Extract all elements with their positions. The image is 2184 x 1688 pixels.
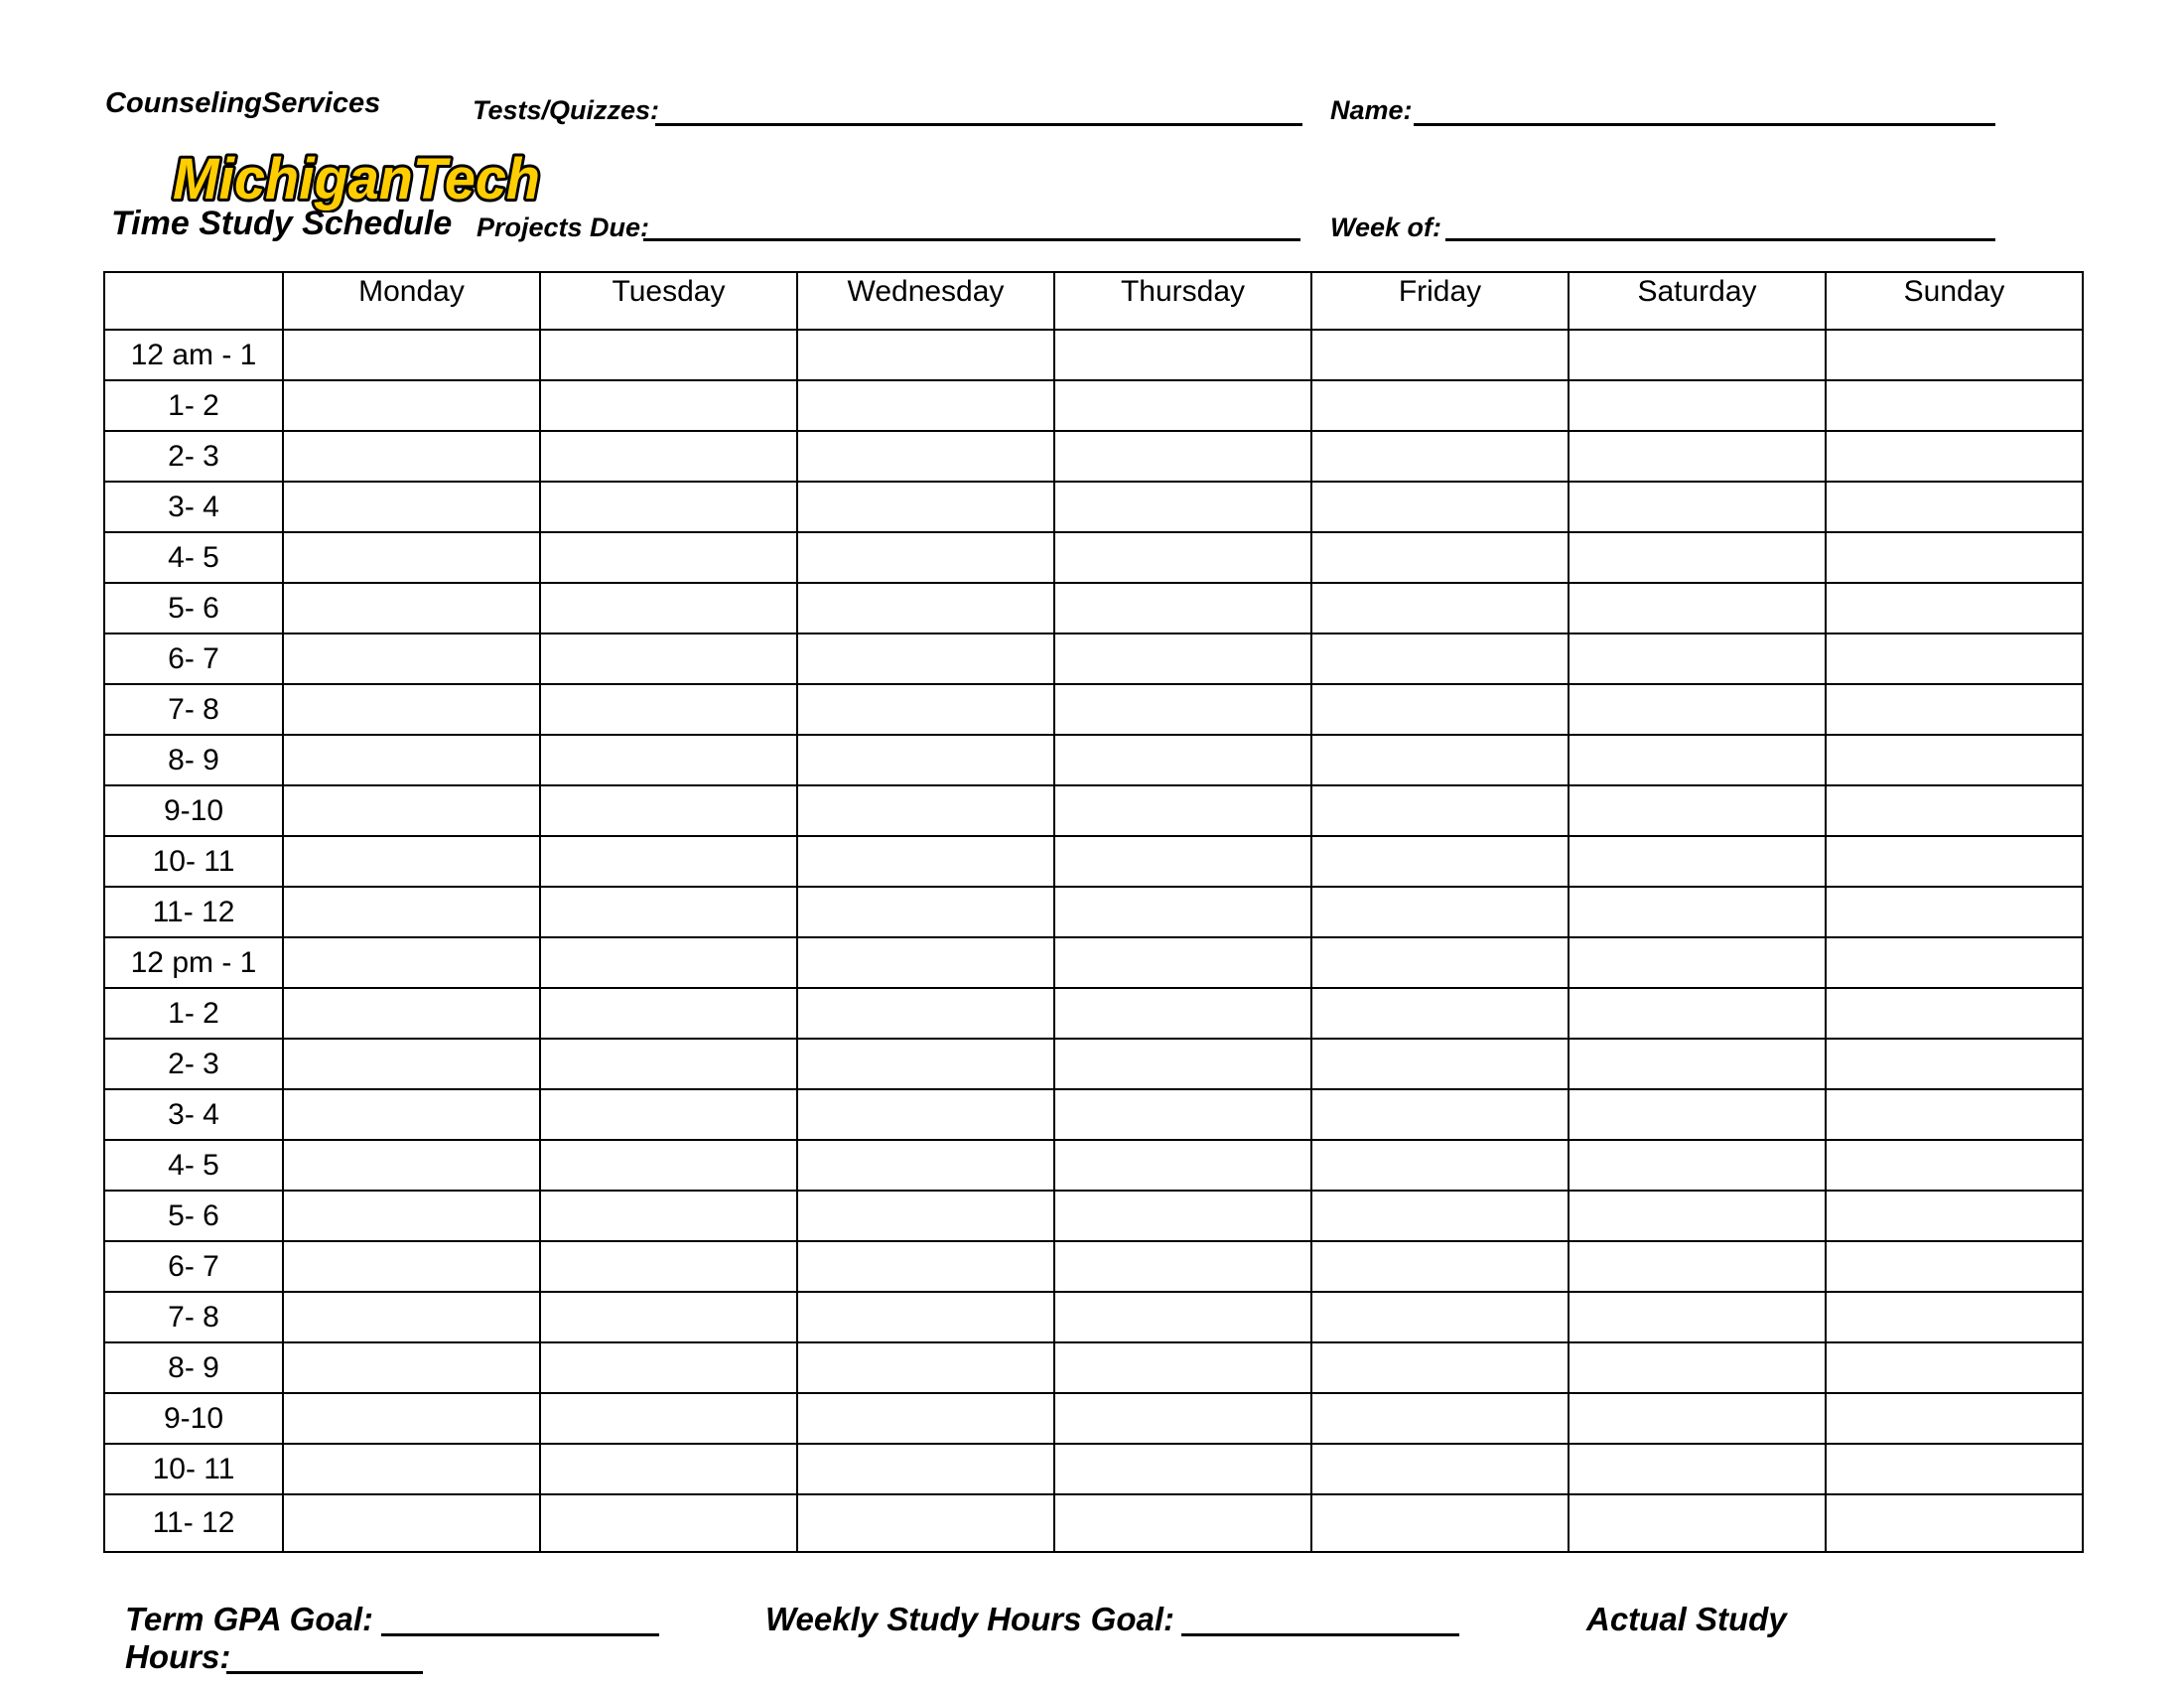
michigan-tech-logo [169,147,546,212]
schedule-cell[interactable] [540,1342,797,1393]
corner-cell [104,272,283,330]
schedule-cell[interactable] [540,1241,797,1292]
schedule-cell[interactable] [1054,1393,1311,1444]
table-row [104,785,2083,836]
schedule-cell[interactable] [1569,380,1826,431]
schedule-cell[interactable] [283,1191,540,1241]
day-header-saturday: Saturday [1569,272,1826,330]
table-row [104,1140,2083,1191]
schedule-cell[interactable] [540,684,797,735]
schedule-cell[interactable] [1311,1039,1569,1089]
schedule-cell[interactable] [540,836,797,887]
table-row [104,431,2083,482]
schedule-cell[interactable] [1826,532,2083,583]
schedule-cell[interactable] [1054,1191,1311,1241]
table-row [104,684,2083,735]
schedule-cell[interactable] [540,735,797,785]
schedule-cell[interactable] [1826,1191,2083,1241]
time-slot-label: 3- 4 [104,482,283,532]
schedule-cell[interactable] [1569,482,1826,532]
schedule-cell[interactable] [1569,1191,1826,1241]
schedule-cell[interactable] [1569,633,1826,684]
schedule-cell[interactable] [1569,1444,1826,1494]
schedule-cell[interactable] [283,1140,540,1191]
day-header-sunday: Sunday [1826,272,2083,330]
schedule-cell[interactable] [540,380,797,431]
time-slot-label: 11- 12 [104,1494,283,1552]
schedule-cell[interactable] [1311,532,1569,583]
time-slot-label: 1- 2 [104,988,283,1039]
schedule-cell[interactable] [1826,1342,2083,1393]
day-header-tuesday: Tuesday [540,272,797,330]
time-slot-label: 7- 8 [104,684,283,735]
schedule-cell[interactable] [540,988,797,1039]
schedule-cell[interactable] [1311,1342,1569,1393]
schedule-cell[interactable] [1569,1494,1826,1552]
schedule-cell[interactable] [1054,532,1311,583]
schedule-cell[interactable] [1826,735,2083,785]
schedule-cell[interactable] [797,482,1054,532]
schedule-cell[interactable] [1311,836,1569,887]
time-slot-label: 2- 3 [104,1039,283,1089]
schedule-cell[interactable] [1569,1241,1826,1292]
schedule-cell[interactable] [1569,887,1826,937]
table-row [104,836,2083,887]
table-row [104,1342,2083,1393]
time-slot-label: 10- 11 [104,1444,283,1494]
schedule-cell[interactable] [283,583,540,633]
schedule-cell[interactable] [1054,1444,1311,1494]
schedule-cell[interactable] [1826,1393,2083,1444]
schedule-cell[interactable] [797,532,1054,583]
time-slot-label: 8- 9 [104,1342,283,1393]
schedule-cell[interactable] [1569,583,1826,633]
time-slot-label: 8- 9 [104,735,283,785]
schedule-cell[interactable] [1826,1444,2083,1494]
time-slot-label: 1- 2 [104,380,283,431]
table-row [104,633,2083,684]
schedule-cell[interactable] [1826,1241,2083,1292]
schedule-cell[interactable] [283,482,540,532]
schedule-cell[interactable] [540,482,797,532]
schedule-cell[interactable] [797,1494,1054,1552]
schedule-cell[interactable] [797,937,1054,988]
schedule-cell[interactable] [283,785,540,836]
week-of-field[interactable] [1445,238,1995,241]
schedule-cell[interactable] [283,937,540,988]
schedule-cell[interactable] [283,380,540,431]
time-slot-label: 3- 4 [104,1089,283,1140]
time-slot-label: 6- 7 [104,1241,283,1292]
schedule-cell[interactable] [1311,1140,1569,1191]
schedule-cell[interactable] [1826,482,2083,532]
schedule-cell[interactable] [1826,1039,2083,1089]
schedule-cell[interactable] [1054,380,1311,431]
schedule-cell[interactable] [540,431,797,482]
schedule-cell[interactable] [1311,633,1569,684]
table-row [104,1444,2083,1494]
schedule-cell[interactable] [1826,836,2083,887]
schedule-cell[interactable] [1569,684,1826,735]
time-slot-label: 9-10 [104,785,283,836]
schedule-cell[interactable] [1311,1191,1569,1241]
schedule-cell[interactable] [797,1039,1054,1089]
schedule-cell[interactable] [1569,1089,1826,1140]
schedule-cell[interactable] [1826,1089,2083,1140]
schedule-cell[interactable] [283,1039,540,1089]
table-row [104,532,2083,583]
schedule-cell[interactable] [1826,1292,2083,1342]
schedule-cell[interactable] [283,1494,540,1552]
schedule-cell[interactable] [1054,482,1311,532]
table-row [104,735,2083,785]
schedule-cell[interactable] [797,380,1054,431]
schedule-cell[interactable] [1569,330,1826,380]
schedule-cell[interactable] [797,583,1054,633]
schedule-cell[interactable] [1826,1140,2083,1191]
schedule-cell[interactable] [1054,735,1311,785]
time-slot-label: 12 pm - 1 [104,937,283,988]
schedule-cell[interactable] [283,431,540,482]
time-slot-label: 12 am - 1 [104,330,283,380]
table-row [104,1039,2083,1089]
table-row [104,988,2083,1039]
logo-wordmark: MichiganTech [173,147,540,211]
schedule-cell[interactable] [1311,1494,1569,1552]
schedule-cell[interactable] [1054,1039,1311,1089]
table-row [104,1292,2083,1342]
schedule-cell[interactable] [1311,380,1569,431]
schedule-cell[interactable] [797,1140,1054,1191]
day-header-wednesday: Wednesday [797,272,1054,330]
schedule-cell[interactable] [540,1494,797,1552]
schedule-cell[interactable] [1826,633,2083,684]
schedule-cell[interactable] [1311,1393,1569,1444]
org-name: CounselingServices [105,87,381,119]
schedule-cell[interactable] [1826,887,2083,937]
schedule-cell[interactable] [1569,532,1826,583]
schedule-cell[interactable] [1569,937,1826,988]
schedule-cell[interactable] [1054,1342,1311,1393]
projects-due-field[interactable] [643,238,1300,241]
schedule-cell[interactable] [1569,988,1826,1039]
day-header-friday: Friday [1311,272,1569,330]
table-row [104,937,2083,988]
projects-due-label: Projects Due: [477,212,650,242]
schedule-cell[interactable] [540,887,797,937]
actual-study-hours-field[interactable] [226,1671,423,1674]
schedule-cell[interactable] [1569,1039,1826,1089]
schedule-cell[interactable] [1826,684,2083,735]
schedule-cell[interactable] [540,1393,797,1444]
schedule-cell[interactable] [540,1089,797,1140]
schedule-cell[interactable] [1054,887,1311,937]
schedule-cell[interactable] [797,633,1054,684]
schedule-cell[interactable] [797,887,1054,937]
schedule-cell[interactable] [797,431,1054,482]
schedule-cell[interactable] [1054,988,1311,1039]
schedule-cell[interactable] [1054,1494,1311,1552]
table-row [104,1241,2083,1292]
schedule-cell[interactable] [1054,1089,1311,1140]
schedule-cell[interactable] [1311,431,1569,482]
schedule-cell[interactable] [1311,583,1569,633]
schedule-cell[interactable] [1826,988,2083,1039]
schedule-cell[interactable] [1826,1494,2083,1552]
schedule-cell[interactable] [797,1444,1054,1494]
tests-quizzes-field[interactable] [655,123,1302,126]
time-slot-label: 6- 7 [104,633,283,684]
table-row [104,1191,2083,1241]
time-slot-label: 4- 5 [104,1140,283,1191]
schedule-cell[interactable] [540,1444,797,1494]
actual-study-label: Actual Study [1586,1601,1787,1637]
schedule-cell[interactable] [1826,785,2083,836]
schedule-cell[interactable] [1054,431,1311,482]
time-slot-label: 4- 5 [104,532,283,583]
table-row [104,1393,2083,1444]
schedule-cell[interactable] [1311,785,1569,836]
schedule-cell[interactable] [283,836,540,887]
schedule-cell[interactable] [283,330,540,380]
schedule-cell[interactable] [1569,1292,1826,1342]
schedule-cell[interactable] [1054,684,1311,735]
time-slot-label: 7- 8 [104,1292,283,1342]
schedule-cell[interactable] [540,1140,797,1191]
tests-quizzes-label: Tests/Quizzes: [473,95,660,125]
time-slot-label: 11- 12 [104,887,283,937]
schedule-cell[interactable] [797,1342,1054,1393]
schedule-cell[interactable] [540,633,797,684]
schedule-cell[interactable] [797,1241,1054,1292]
schedule-cell[interactable] [540,583,797,633]
week-of-label: Week of: [1330,212,1442,242]
table-row [104,330,2083,380]
day-header-monday: Monday [283,272,540,330]
schedule-cell[interactable] [797,684,1054,735]
schedule-cell[interactable] [283,633,540,684]
schedule-cell[interactable] [1311,482,1569,532]
time-slot-label: 5- 6 [104,583,283,633]
schedule-cell[interactable] [1569,431,1826,482]
name-field[interactable] [1414,123,1995,126]
day-header-thursday: Thursday [1054,272,1311,330]
time-slot-label: 9-10 [104,1393,283,1444]
table-row [104,482,2083,532]
name-label: Name: [1330,95,1413,125]
schedule-cell[interactable] [797,1393,1054,1444]
schedule-cell[interactable] [283,1241,540,1292]
table-row [104,887,2083,937]
time-slot-label: 2- 3 [104,431,283,482]
schedule-cell[interactable] [283,1342,540,1393]
schedule-cell[interactable] [283,1089,540,1140]
schedule-cell[interactable] [1311,1444,1569,1494]
schedule-cell[interactable] [1826,583,2083,633]
schedule-cell[interactable] [283,1292,540,1342]
schedule-cell[interactable] [540,532,797,583]
schedule-cell[interactable] [540,1039,797,1089]
schedule-cell[interactable] [540,937,797,988]
schedule-cell[interactable] [540,330,797,380]
weekly-study-hours-goal-label: Weekly Study Hours Goal: [765,1601,1174,1637]
schedule-cell[interactable] [1054,330,1311,380]
schedule-cell[interactable] [797,988,1054,1039]
schedule-cell[interactable] [797,1089,1054,1140]
schedule-cell[interactable] [797,1292,1054,1342]
table-row [104,1494,2083,1552]
schedule-cell[interactable] [1054,633,1311,684]
schedule-cell[interactable] [1311,937,1569,988]
term-gpa-goal-field[interactable] [381,1633,659,1636]
schedule-cell[interactable] [283,988,540,1039]
term-gpa-goal-label: Term GPA Goal: [125,1601,373,1637]
schedule-cell[interactable] [1311,887,1569,937]
schedule-cell[interactable] [1311,735,1569,785]
day-header-row [104,272,2083,330]
schedule-cell[interactable] [283,887,540,937]
schedule-cell[interactable] [797,735,1054,785]
schedule-cell[interactable] [1569,1342,1826,1393]
schedule-cell[interactable] [1054,836,1311,887]
schedule-cell[interactable] [283,735,540,785]
schedule-cell[interactable] [797,1191,1054,1241]
schedule-cell[interactable] [283,1393,540,1444]
schedule-cell[interactable] [797,330,1054,380]
schedule-cell[interactable] [1311,1241,1569,1292]
schedule-cell[interactable] [1569,1140,1826,1191]
schedule-cell[interactable] [1054,583,1311,633]
schedule-cell[interactable] [1311,1089,1569,1140]
schedule-cell[interactable] [283,532,540,583]
schedule-cell[interactable] [1311,1292,1569,1342]
schedule-cell[interactable] [283,1444,540,1494]
schedule-cell[interactable] [1054,1241,1311,1292]
schedule-cell[interactable] [1569,836,1826,887]
schedule-cell[interactable] [797,836,1054,887]
schedule-cell[interactable] [1569,785,1826,836]
schedule-cell[interactable] [1311,988,1569,1039]
schedule-body [104,330,2083,1552]
table-row [104,1089,2083,1140]
schedule-cell[interactable] [540,1292,797,1342]
schedule-cell[interactable] [1826,431,2083,482]
time-slot-label: 10- 11 [104,836,283,887]
schedule-table [103,271,2084,1553]
schedule-cell[interactable] [540,1191,797,1241]
schedule-cell[interactable] [1054,785,1311,836]
table-row [104,380,2083,431]
actual-study-hours-label: Hours: [125,1638,231,1675]
time-slot-label: 5- 6 [104,1191,283,1241]
schedule-cell[interactable] [1569,1393,1826,1444]
schedule-cell[interactable] [1826,937,2083,988]
page-title: Time Study Schedule [111,205,453,242]
schedule-cell[interactable] [1054,1292,1311,1342]
schedule-cell[interactable] [797,785,1054,836]
schedule-cell[interactable] [1569,735,1826,785]
weekly-study-hours-goal-field[interactable] [1181,1633,1459,1636]
schedule-cell[interactable] [1311,330,1569,380]
schedule-cell[interactable] [1054,1140,1311,1191]
schedule-cell[interactable] [1826,330,2083,380]
schedule-cell[interactable] [283,684,540,735]
schedule-cell[interactable] [1311,684,1569,735]
schedule-cell[interactable] [540,785,797,836]
schedule-cell[interactable] [1054,937,1311,988]
schedule-cell[interactable] [1826,380,2083,431]
table-row [104,583,2083,633]
